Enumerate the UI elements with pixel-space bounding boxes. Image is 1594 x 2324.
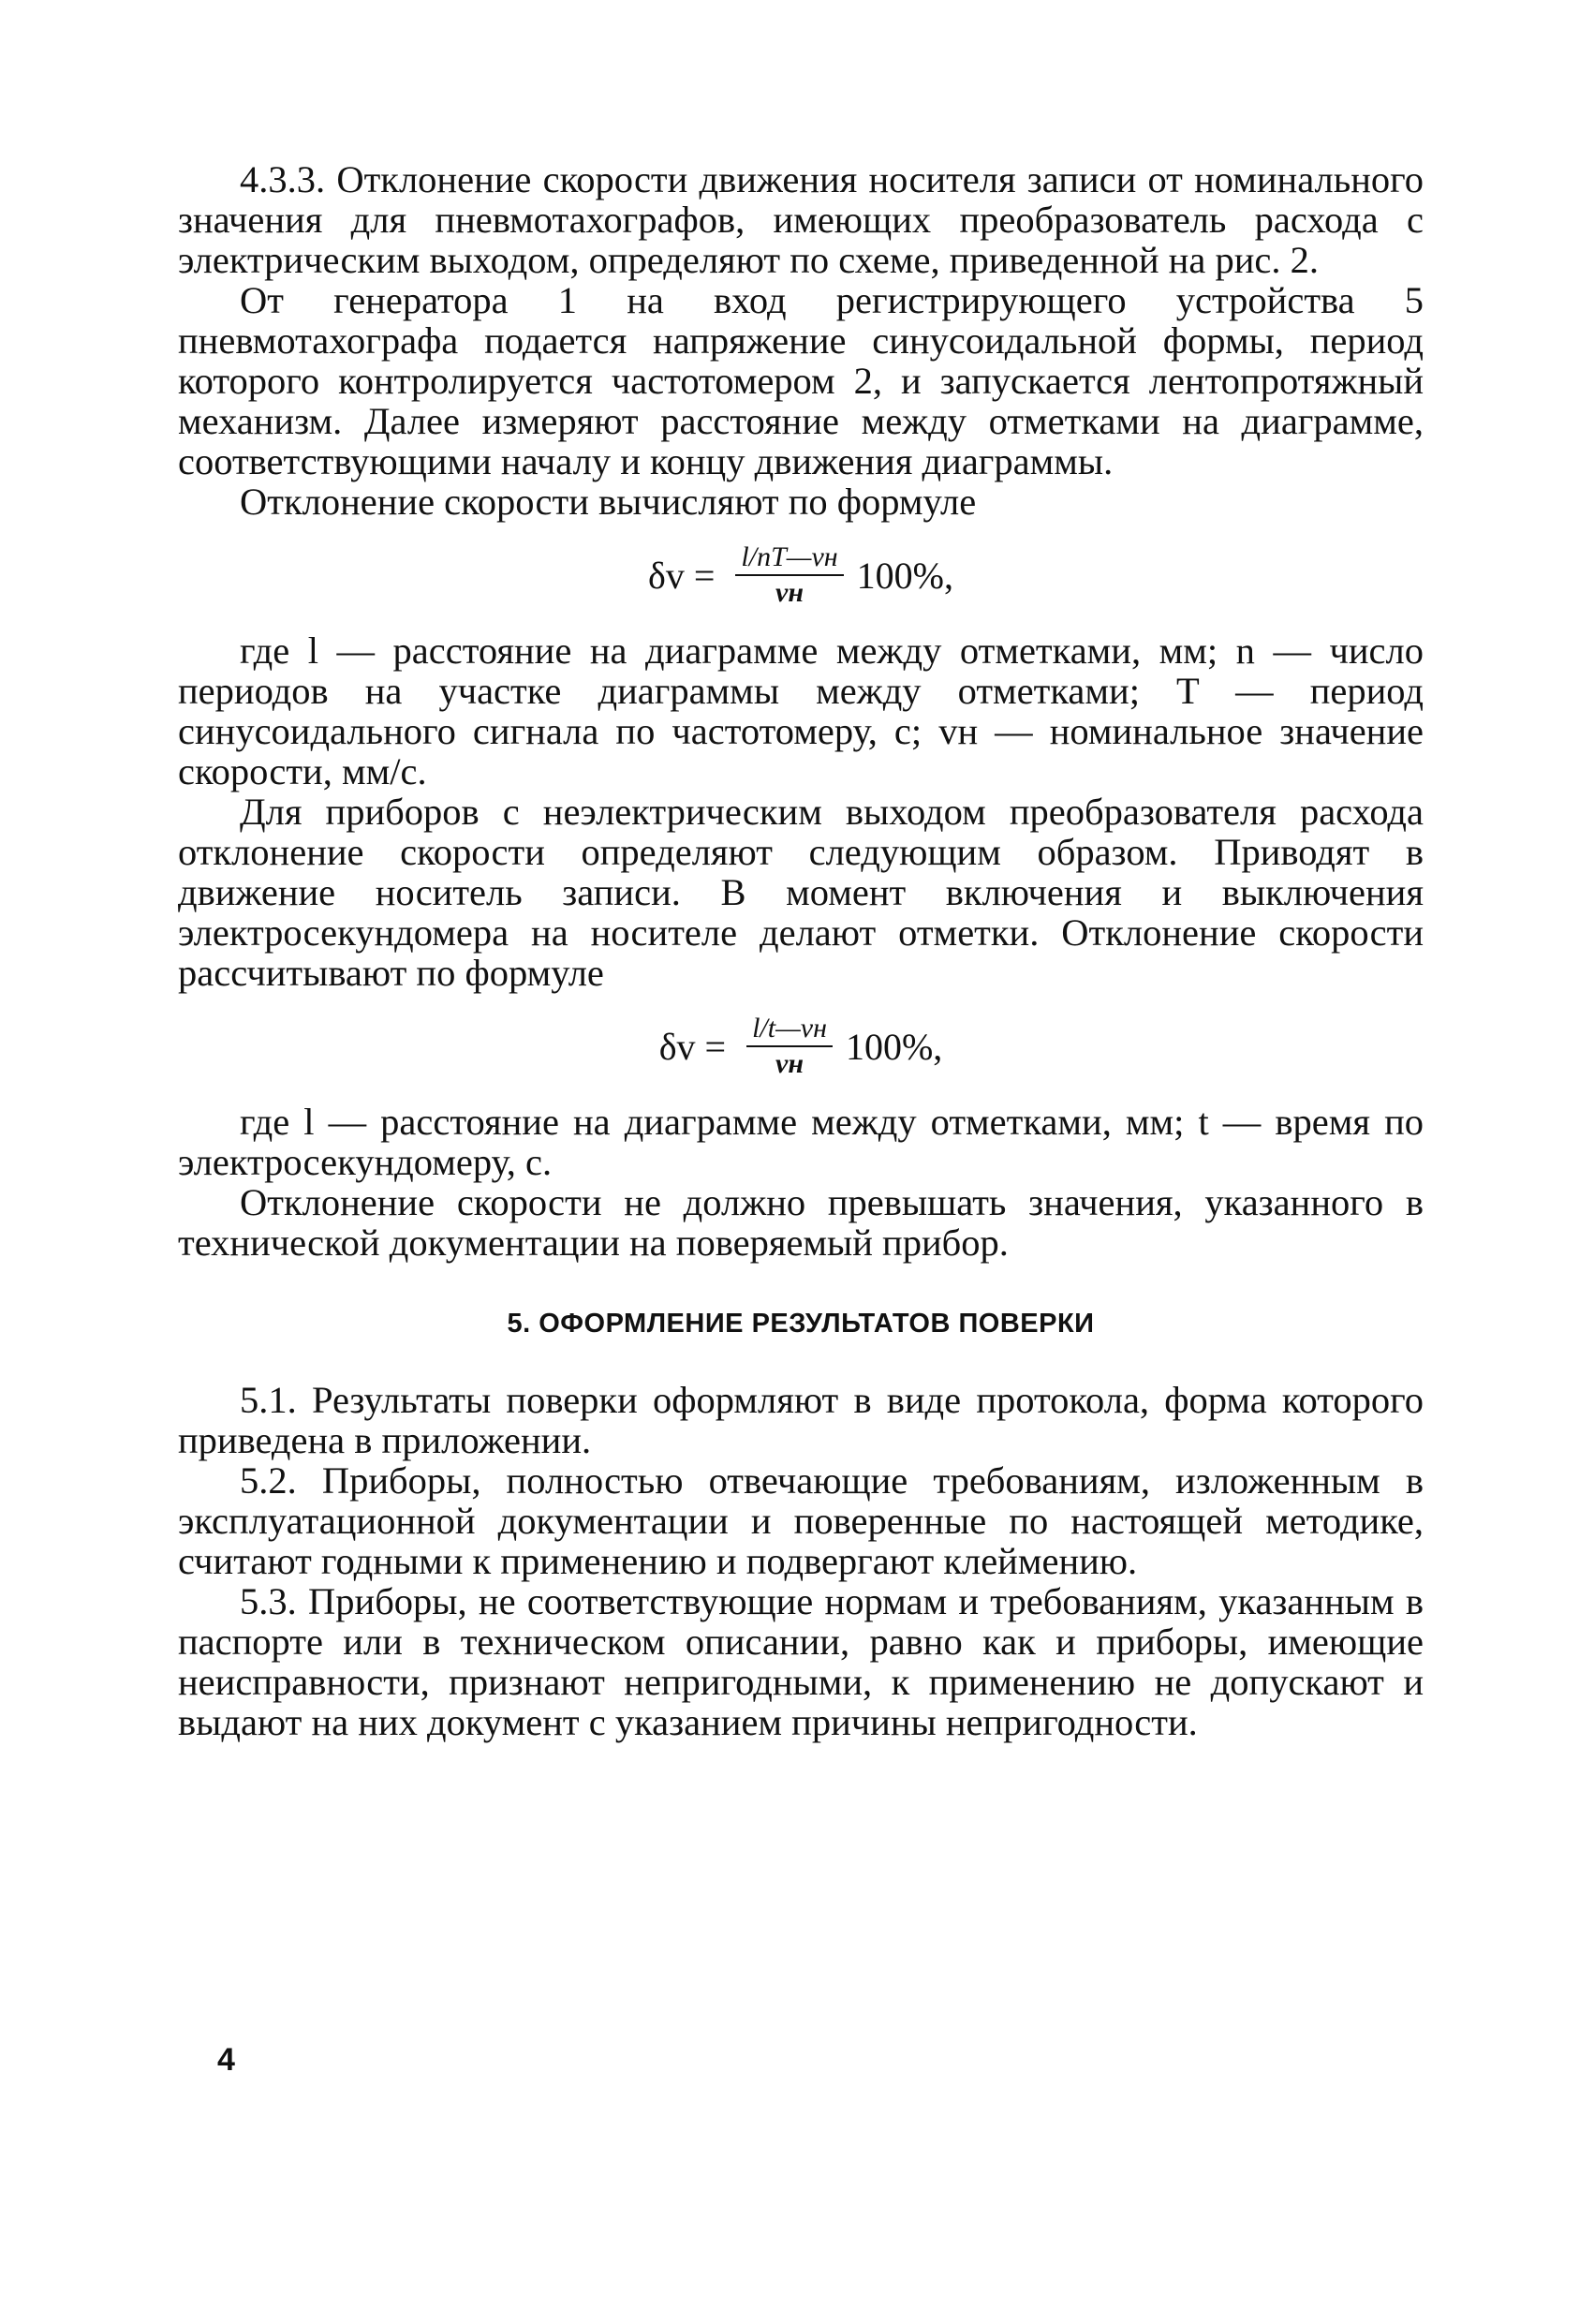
section-heading: 5. ОФОРМЛЕНИЕ РЕЗУЛЬТАТОВ ПОВЕРКИ <box>507 1309 1095 1339</box>
paragraph-5-3: 5.3. Приборы, не соответствующие нормам и требованиям, указанным в паспорте или в техническом описании, равно как и приборы, имеющие неисправности, признают непригодными, к применению не допускают и выдают на них документ с указанием причины непригодности. <box>178 1580 1424 1743</box>
paragraph-legend-2: где l — расстояние на диаграмме между отметками, мм; t — время по электросекундомеру, с. <box>178 1101 1424 1183</box>
formula-numerator: l/nT—vн <box>741 541 838 572</box>
paragraph-limit: Отклонение скорости не должно превышать значения, указанного в технической документации на поверяемый прибор. <box>178 1181 1424 1264</box>
formula-speed-deviation-non-electric <box>178 1012 1424 1081</box>
formula-suffix: 100%, <box>845 1025 943 1068</box>
paragraph-5-2: 5.2. Приборы, полностью отвечающие требованиям, изложенным в эксплуатационной документации и поверенные по настоящей методике, считают годными к применению и подвергают клеймению. <box>178 1459 1424 1582</box>
formula-fraction <box>746 1012 833 1081</box>
formula-fraction <box>735 540 843 610</box>
paragraph-formula-intro-1: Отклонение скорости вычисляют по формуле <box>240 481 977 523</box>
paragraph-legend-1: где l — расстояние на диаграмме между отметками, мм; n — число периодов на участке диаграммы между отметками; T — период синусоидального сигнала по частотомеру, с; vн — номинальное значение скорости, мм/с. <box>178 629 1424 792</box>
formula-numerator: l/t—vн <box>752 1013 827 1044</box>
paragraph-non-electric: Для приборов с неэлектрическим выходом преобразователя расхода отклонение скорости определяют следующим образом. Приводят в движение носитель записи. В момент включения и выключения электросекундомера на носителе делают отметки. Отклонение скорости рассчитывают по формуле <box>178 791 1424 994</box>
formula-lhs: δv = <box>648 554 716 597</box>
paragraph-5-1: 5.1. Результаты поверки оформляют в виде протокола, форма которого приведена в приложении. <box>178 1379 1424 1461</box>
text-column <box>178 159 1424 1742</box>
formula-suffix: 100%, <box>856 554 953 597</box>
paragraph-4-3-3: 4.3.3. Отклонение скорости движения носителя записи от номинального значения для пневмотахографов, имеющих преобразователь расхода с электрическим выходом, определяют по схеме, приведенной на рис. 2. <box>178 158 1424 281</box>
paragraph-generator: От генератора 1 на вход регистрирующего устройства 5 пневмотахографа подается напряжение синусоидальной формы, период которого контролируется частотомером 2, и запускается лентопротяжный механизм. Далее измеряют расстояние между отметками на диаграмме, соответствующими началу и концу движения диаграммы. <box>178 279 1424 482</box>
formula-speed-deviation-electric <box>178 540 1424 610</box>
page-number: 4 <box>217 2042 235 2078</box>
formula-denominator: vн <box>775 1048 804 1079</box>
formula-lhs: δv = <box>658 1025 727 1068</box>
formula-denominator: vн <box>775 577 804 608</box>
